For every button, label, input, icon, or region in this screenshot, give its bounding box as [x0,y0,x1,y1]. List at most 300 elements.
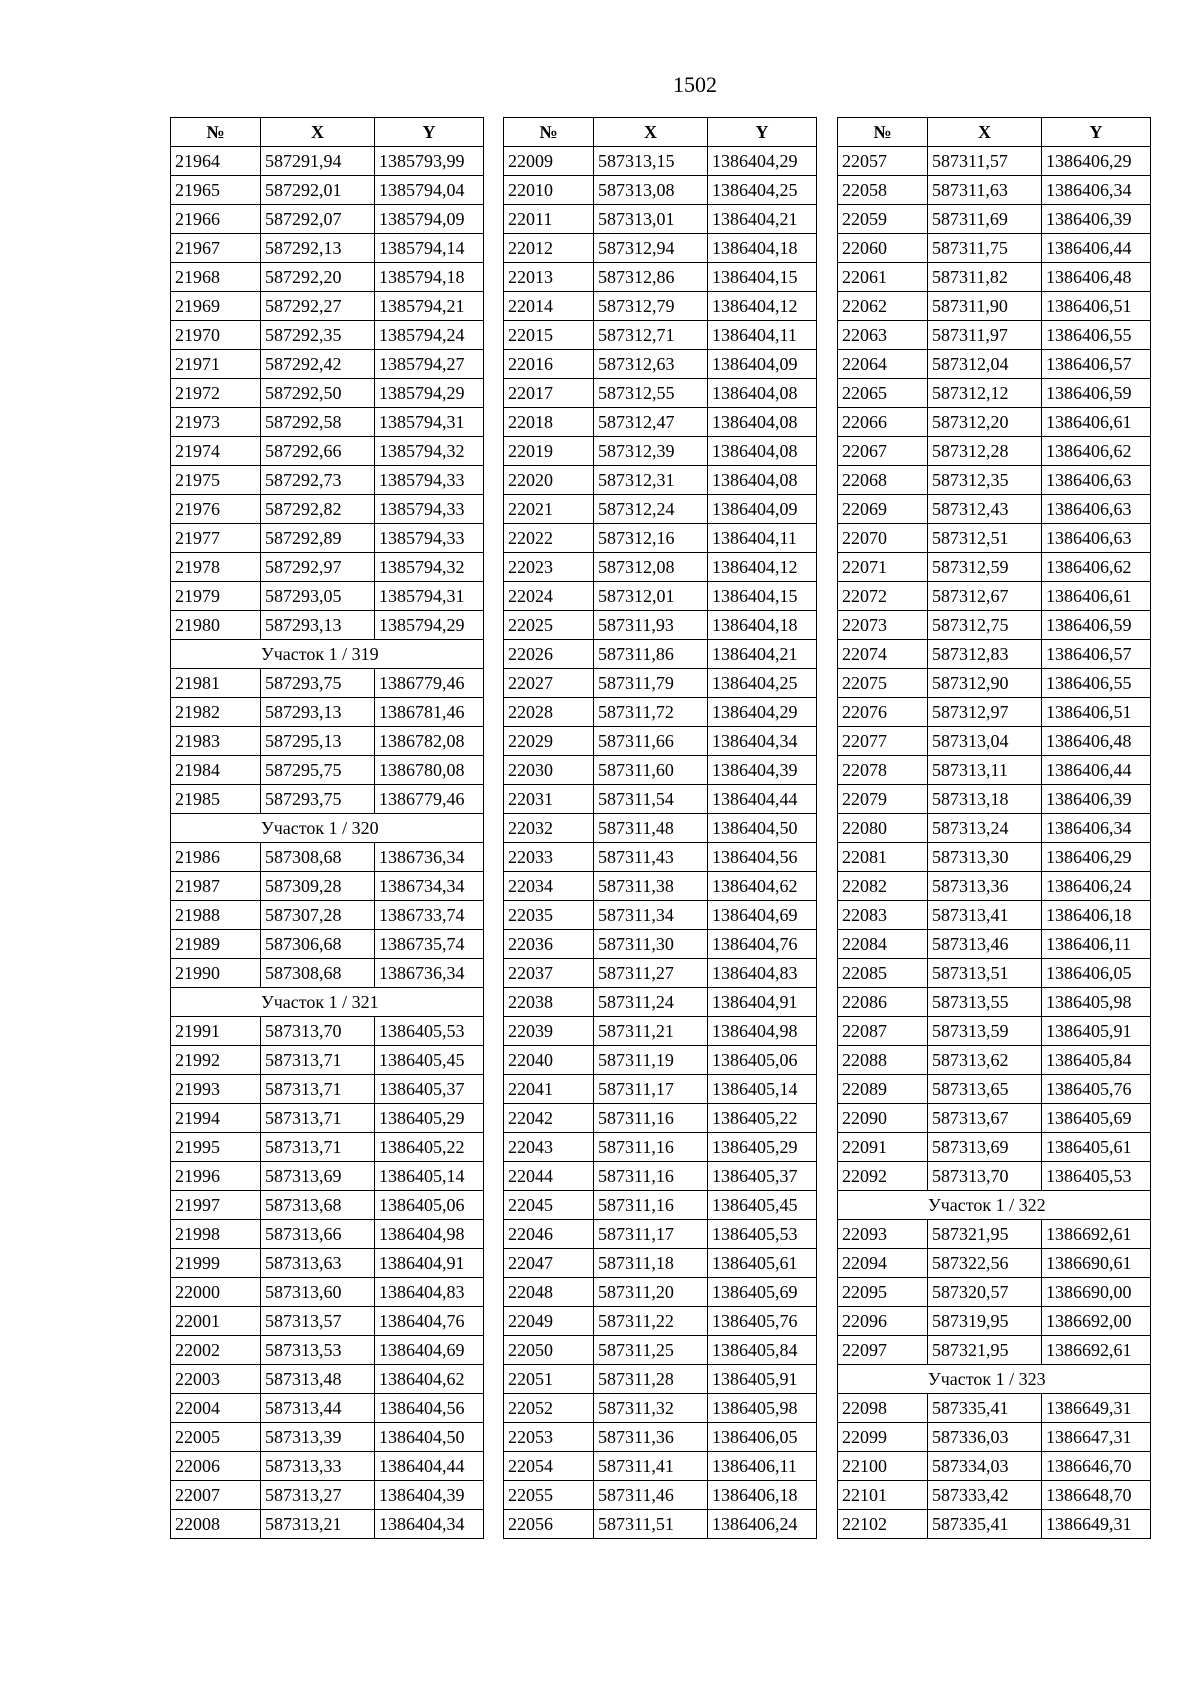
y-coordinate-cell: 1386406,51 [1042,698,1151,727]
table-row [504,1394,817,1423]
y-coordinate-cell: 1386404,15 [708,263,817,292]
table-row [171,1394,484,1423]
table-row [838,582,1151,611]
table-row [838,350,1151,379]
table-row [504,669,817,698]
y-coordinate-cell: 1386404,11 [708,524,817,553]
point-number-cell: 22100 [838,1452,928,1481]
x-coordinate-cell: 587313,59 [928,1017,1042,1046]
point-number-cell: 22040 [504,1046,594,1075]
point-number-cell: 22058 [838,176,928,205]
y-coordinate-cell: 1386734,34 [375,872,484,901]
point-number-cell: 22045 [504,1191,594,1220]
point-number-cell: 22022 [504,524,594,553]
table-row [171,1481,484,1510]
table-row [171,1278,484,1307]
table-row [504,727,817,756]
x-coordinate-cell: 587292,13 [261,234,375,263]
x-coordinate-cell: 587311,25 [594,1336,708,1365]
table-header-row [504,118,817,147]
table-row [838,814,1151,843]
x-coordinate-cell: 587312,28 [928,437,1042,466]
y-coordinate-cell: 1386405,37 [708,1162,817,1191]
y-coordinate-cell: 1386404,18 [708,234,817,263]
point-number-cell: 22033 [504,843,594,872]
x-coordinate-cell: 587311,51 [594,1510,708,1539]
table-row [838,205,1151,234]
point-number-cell: 21969 [171,292,261,321]
table-row [838,611,1151,640]
point-number-cell: 22072 [838,582,928,611]
y-coordinate-cell: 1385794,29 [375,611,484,640]
table-row [504,959,817,988]
x-coordinate-cell: 587311,21 [594,1017,708,1046]
point-number-cell: 21988 [171,901,261,930]
table-row [838,1249,1151,1278]
x-coordinate-cell: 587312,71 [594,321,708,350]
table-row [504,437,817,466]
x-coordinate-cell: 587312,79 [594,292,708,321]
table-row [504,814,817,843]
point-number-cell: 21966 [171,205,261,234]
x-coordinate-cell: 587308,68 [261,959,375,988]
x-coordinate-cell: 587334,03 [928,1452,1042,1481]
y-coordinate-cell: 1386404,62 [375,1365,484,1394]
y-coordinate-cell: 1386406,44 [1042,234,1151,263]
x-coordinate-cell: 587335,41 [928,1510,1042,1539]
x-coordinate-cell: 587313,68 [261,1191,375,1220]
table-row [171,176,484,205]
point-number-cell: 22057 [838,147,928,176]
x-coordinate-cell: 587313,63 [261,1249,375,1278]
y-coordinate-cell: 1386406,48 [1042,263,1151,292]
table-row [504,582,817,611]
point-number-cell: 21991 [171,1017,261,1046]
point-number-cell: 21975 [171,466,261,495]
table-row [838,524,1151,553]
x-coordinate-cell: 587313,36 [928,872,1042,901]
point-number-cell: 22043 [504,1133,594,1162]
y-coordinate-cell: 1385794,14 [375,234,484,263]
x-coordinate-cell: 587292,66 [261,437,375,466]
x-coordinate-cell: 587293,75 [261,669,375,698]
point-number-cell: 22089 [838,1075,928,1104]
y-coordinate-cell: 1386405,91 [1042,1017,1151,1046]
x-coordinate-cell: 587311,82 [928,263,1042,292]
y-coordinate-cell: 1386405,76 [708,1307,817,1336]
table-row [171,1510,484,1539]
table-row [504,234,817,263]
y-coordinate-cell: 1386406,29 [1042,147,1151,176]
point-number-cell: 22085 [838,959,928,988]
x-coordinate-cell: 587313,70 [928,1162,1042,1191]
y-coordinate-cell: 1386406,59 [1042,379,1151,408]
table-row [504,1307,817,1336]
point-number-cell: 22065 [838,379,928,408]
point-number-cell: 22024 [504,582,594,611]
y-coordinate-cell: 1386406,61 [1042,582,1151,611]
coordinates-table-2 [503,117,817,1539]
y-coordinate-cell: 1386404,69 [708,901,817,930]
y-coordinate-cell: 1386404,56 [375,1394,484,1423]
x-coordinate-cell: 587311,32 [594,1394,708,1423]
y-coordinate-cell: 1386405,91 [708,1365,817,1394]
y-coordinate-cell: 1386406,18 [708,1481,817,1510]
point-number-cell: 22053 [504,1423,594,1452]
x-coordinate-cell: 587311,28 [594,1365,708,1394]
y-coordinate-cell: 1385794,18 [375,263,484,292]
point-number-cell: 21973 [171,408,261,437]
section-title: Участок 1 / 323 [838,1365,1151,1394]
table-row [838,437,1151,466]
x-coordinate-cell: 587292,35 [261,321,375,350]
y-coordinate-cell: 1385794,27 [375,350,484,379]
y-coordinate-cell: 1386692,61 [1042,1220,1151,1249]
point-number-cell: 21989 [171,930,261,959]
x-coordinate-cell: 587311,93 [594,611,708,640]
point-number-cell: 22048 [504,1278,594,1307]
x-coordinate-cell: 587295,13 [261,727,375,756]
point-number-cell: 22027 [504,669,594,698]
y-coordinate-cell: 1386649,31 [1042,1394,1151,1423]
point-number-cell: 22010 [504,176,594,205]
x-coordinate-cell: 587311,18 [594,1249,708,1278]
point-number-cell: 22084 [838,930,928,959]
point-number-cell: 21985 [171,785,261,814]
y-coordinate-cell: 1386406,05 [708,1423,817,1452]
x-coordinate-cell: 587312,08 [594,553,708,582]
table-row [838,930,1151,959]
point-number-cell: 22021 [504,495,594,524]
y-coordinate-cell: 1386405,45 [375,1046,484,1075]
coordinates-table-1 [170,117,484,1539]
x-coordinate-cell: 587312,51 [928,524,1042,553]
x-coordinate-cell: 587313,24 [928,814,1042,843]
table-row [838,1075,1151,1104]
table-row [838,785,1151,814]
table-row [171,1017,484,1046]
table-row [171,1452,484,1481]
y-coordinate-cell: 1386779,46 [375,669,484,698]
table-row [171,466,484,495]
y-coordinate-cell: 1386406,39 [1042,205,1151,234]
table-row [504,495,817,524]
point-number-cell: 22066 [838,408,928,437]
y-coordinate-cell: 1386404,69 [375,1336,484,1365]
point-number-cell: 22011 [504,205,594,234]
x-coordinate-cell: 587313,71 [261,1104,375,1133]
x-coordinate-cell: 587312,94 [594,234,708,263]
point-number-cell: 22014 [504,292,594,321]
y-coordinate-cell: 1386692,00 [1042,1307,1151,1336]
y-coordinate-cell: 1386735,74 [375,930,484,959]
y-coordinate-cell: 1386404,76 [375,1307,484,1336]
x-coordinate-cell: 587311,17 [594,1220,708,1249]
x-coordinate-cell: 587311,27 [594,959,708,988]
y-coordinate-cell: 1386405,84 [708,1336,817,1365]
table-row [171,437,484,466]
x-coordinate-cell: 587311,43 [594,843,708,872]
y-coordinate-cell: 1386405,14 [375,1162,484,1191]
table-row [504,1336,817,1365]
y-coordinate-cell: 1386405,61 [1042,1133,1151,1162]
table-row [504,1162,817,1191]
x-coordinate-cell: 587311,63 [928,176,1042,205]
table-row [838,1017,1151,1046]
point-number-cell: 22017 [504,379,594,408]
table-row [504,1481,817,1510]
y-coordinate-cell: 1386405,53 [708,1220,817,1249]
x-coordinate-cell: 587313,71 [261,1046,375,1075]
header-number: № [171,118,261,147]
point-number-cell: 21976 [171,495,261,524]
x-coordinate-cell: 587311,60 [594,756,708,785]
y-coordinate-cell: 1385794,32 [375,553,484,582]
table-row [504,1423,817,1452]
y-coordinate-cell: 1386405,84 [1042,1046,1151,1075]
y-coordinate-cell: 1386404,83 [708,959,817,988]
x-coordinate-cell: 587312,86 [594,263,708,292]
x-coordinate-cell: 587309,28 [261,872,375,901]
table-row [838,408,1151,437]
table-row [171,843,484,872]
x-coordinate-cell: 587313,30 [928,843,1042,872]
point-number-cell: 22059 [838,205,928,234]
table-row [838,959,1151,988]
x-coordinate-cell: 587292,42 [261,350,375,379]
x-coordinate-cell: 587311,36 [594,1423,708,1452]
point-number-cell: 22007 [171,1481,261,1510]
table-row [171,1220,484,1249]
y-coordinate-cell: 1386404,09 [708,350,817,379]
point-number-cell: 21970 [171,321,261,350]
y-coordinate-cell: 1386404,91 [375,1249,484,1278]
point-number-cell: 22015 [504,321,594,350]
table-row [504,1365,817,1394]
y-coordinate-cell: 1386406,51 [1042,292,1151,321]
x-coordinate-cell: 587313,67 [928,1104,1042,1133]
point-number-cell: 21968 [171,263,261,292]
table-row [171,408,484,437]
point-number-cell: 22006 [171,1452,261,1481]
y-coordinate-cell: 1386406,62 [1042,553,1151,582]
table-row [838,321,1151,350]
header-x: X [928,118,1042,147]
y-coordinate-cell: 1386779,46 [375,785,484,814]
table-row [171,350,484,379]
table-row [838,1046,1151,1075]
table-row [171,959,484,988]
y-coordinate-cell: 1386781,46 [375,698,484,727]
x-coordinate-cell: 587313,53 [261,1336,375,1365]
point-number-cell: 22034 [504,872,594,901]
y-coordinate-cell: 1386406,39 [1042,785,1151,814]
y-coordinate-cell: 1386406,57 [1042,350,1151,379]
point-number-cell: 21967 [171,234,261,263]
point-number-cell: 21992 [171,1046,261,1075]
x-coordinate-cell: 587312,24 [594,495,708,524]
point-number-cell: 21979 [171,582,261,611]
table-row [838,263,1151,292]
x-coordinate-cell: 587320,57 [928,1278,1042,1307]
point-number-cell: 22041 [504,1075,594,1104]
y-coordinate-cell: 1386404,18 [708,611,817,640]
point-number-cell: 21977 [171,524,261,553]
y-coordinate-cell: 1385794,24 [375,321,484,350]
point-number-cell: 22095 [838,1278,928,1307]
x-coordinate-cell: 587312,31 [594,466,708,495]
point-number-cell: 21978 [171,553,261,582]
point-number-cell: 22009 [504,147,594,176]
table-row [838,901,1151,930]
y-coordinate-cell: 1386404,21 [708,640,817,669]
table-row [171,872,484,901]
table-row [504,698,817,727]
x-coordinate-cell: 587291,94 [261,147,375,176]
table-row [171,205,484,234]
y-coordinate-cell: 1386406,48 [1042,727,1151,756]
y-coordinate-cell: 1385794,33 [375,466,484,495]
table-row [504,930,817,959]
point-number-cell: 21980 [171,611,261,640]
y-coordinate-cell: 1386404,34 [708,727,817,756]
table-row [171,524,484,553]
point-number-cell: 22055 [504,1481,594,1510]
table-row [504,350,817,379]
y-coordinate-cell: 1386404,29 [708,147,817,176]
x-coordinate-cell: 587313,11 [928,756,1042,785]
x-coordinate-cell: 587307,28 [261,901,375,930]
y-coordinate-cell: 1386404,08 [708,379,817,408]
x-coordinate-cell: 587292,07 [261,205,375,234]
x-coordinate-cell: 587306,68 [261,930,375,959]
x-coordinate-cell: 587313,71 [261,1133,375,1162]
x-coordinate-cell: 587292,89 [261,524,375,553]
table-row [504,843,817,872]
y-coordinate-cell: 1386648,70 [1042,1481,1151,1510]
x-coordinate-cell: 587292,82 [261,495,375,524]
x-coordinate-cell: 587312,01 [594,582,708,611]
x-coordinate-cell: 587292,97 [261,553,375,582]
header-y: Y [1042,118,1151,147]
x-coordinate-cell: 587311,17 [594,1075,708,1104]
table-row [838,292,1151,321]
point-number-cell: 22001 [171,1307,261,1336]
x-coordinate-cell: 587313,55 [928,988,1042,1017]
x-coordinate-cell: 587311,69 [928,205,1042,234]
y-coordinate-cell: 1385794,31 [375,582,484,611]
table-row [504,1075,817,1104]
point-number-cell: 22087 [838,1017,928,1046]
x-coordinate-cell: 587312,47 [594,408,708,437]
point-number-cell: 22069 [838,495,928,524]
table-row [171,1075,484,1104]
y-coordinate-cell: 1386692,61 [1042,1336,1151,1365]
y-coordinate-cell: 1386406,24 [1042,872,1151,901]
x-coordinate-cell: 587312,90 [928,669,1042,698]
table-row [504,1278,817,1307]
table-row [504,176,817,205]
y-coordinate-cell: 1386647,31 [1042,1423,1151,1452]
table-row [504,901,817,930]
point-number-cell: 22016 [504,350,594,379]
point-number-cell: 22063 [838,321,928,350]
table-row [504,1249,817,1278]
table-row [838,495,1151,524]
x-coordinate-cell: 587313,41 [928,901,1042,930]
y-coordinate-cell: 1386405,22 [375,1133,484,1162]
table-row [504,321,817,350]
y-coordinate-cell: 1386406,57 [1042,640,1151,669]
point-number-cell: 22012 [504,234,594,263]
x-coordinate-cell: 587311,16 [594,1162,708,1191]
point-number-cell: 22020 [504,466,594,495]
y-coordinate-cell: 1386404,25 [708,176,817,205]
point-number-cell: 21983 [171,727,261,756]
table-row [838,1162,1151,1191]
point-number-cell: 22073 [838,611,928,640]
point-number-cell: 22101 [838,1481,928,1510]
x-coordinate-cell: 587313,69 [928,1133,1042,1162]
table-row [838,698,1151,727]
point-number-cell: 22086 [838,988,928,1017]
table-row [838,1452,1151,1481]
y-coordinate-cell: 1386404,12 [708,553,817,582]
table-row [171,495,484,524]
y-coordinate-cell: 1385794,33 [375,524,484,553]
table-row [838,756,1151,785]
table-row [504,1510,817,1539]
y-coordinate-cell: 1386406,18 [1042,901,1151,930]
table-row [504,1017,817,1046]
y-coordinate-cell: 1386406,62 [1042,437,1151,466]
y-coordinate-cell: 1386404,15 [708,582,817,611]
y-coordinate-cell: 1385794,04 [375,176,484,205]
x-coordinate-cell: 587311,16 [594,1191,708,1220]
header-number: № [838,118,928,147]
point-number-cell: 22002 [171,1336,261,1365]
point-number-cell: 22056 [504,1510,594,1539]
y-coordinate-cell: 1386404,76 [708,930,817,959]
table-row [838,1510,1151,1539]
table-row [838,669,1151,698]
point-number-cell: 22092 [838,1162,928,1191]
y-coordinate-cell: 1386404,11 [708,321,817,350]
table-row [504,756,817,785]
point-number-cell: 22093 [838,1220,928,1249]
point-number-cell: 22031 [504,785,594,814]
table-row [504,1220,817,1249]
point-number-cell: 22036 [504,930,594,959]
x-coordinate-cell: 587312,39 [594,437,708,466]
y-coordinate-cell: 1386404,56 [708,843,817,872]
table-row [838,1220,1151,1249]
y-coordinate-cell: 1386406,34 [1042,176,1151,205]
table-row [171,147,484,176]
point-number-cell: 22013 [504,263,594,292]
table-row [171,1423,484,1452]
point-number-cell: 22038 [504,988,594,1017]
point-number-cell: 22039 [504,1017,594,1046]
y-coordinate-cell: 1385794,21 [375,292,484,321]
y-coordinate-cell: 1386404,08 [708,437,817,466]
point-number-cell: 22098 [838,1394,928,1423]
y-coordinate-cell: 1386690,00 [1042,1278,1151,1307]
point-number-cell: 22018 [504,408,594,437]
table-header-row [838,118,1151,147]
point-number-cell: 22077 [838,727,928,756]
x-coordinate-cell: 587311,90 [928,292,1042,321]
